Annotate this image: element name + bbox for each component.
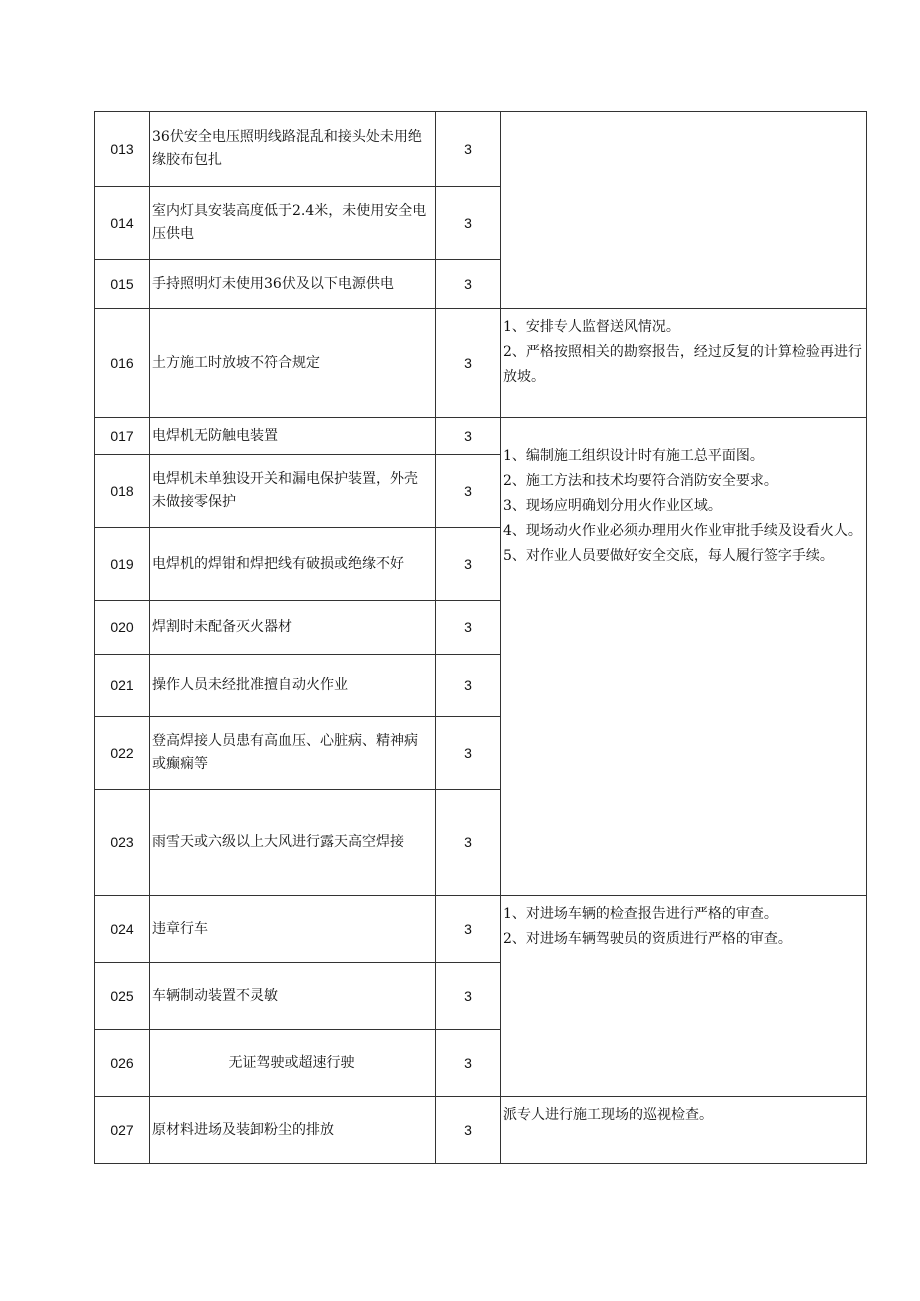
measure-line: 派专人进行施工现场的巡视检查。 bbox=[503, 1107, 713, 1123]
hazard-table bbox=[94, 111, 867, 1164]
row-description: 登高焊接人员患有高血压、心脏病、精神病或癫痫等 bbox=[150, 717, 436, 790]
row-id: 019 bbox=[95, 528, 150, 601]
row-description: 焊割时未配备灭火器材 bbox=[150, 601, 436, 655]
row-id: 020 bbox=[95, 601, 150, 655]
row-score: 3 bbox=[436, 601, 501, 655]
row-score: 3 bbox=[436, 528, 501, 601]
row-description: 电焊机未单独设开关和漏电保护装置，外壳未做接零保护 bbox=[150, 455, 436, 528]
row-id: 024 bbox=[95, 896, 150, 963]
row-score: 3 bbox=[436, 655, 501, 717]
row-id: 021 bbox=[95, 655, 150, 717]
measure-line: 1、对进场车辆的检查报告进行严格的审查。 bbox=[503, 906, 778, 922]
measure-earthwork bbox=[501, 309, 867, 418]
row-score: 3 bbox=[436, 418, 501, 455]
row-description: 电焊机的焊钳和焊把线有破损或绝缘不好 bbox=[150, 528, 436, 601]
row-description: 无证驾驶或超速行驶 bbox=[150, 1030, 436, 1097]
row-description: 手持照明灯未使用36伏及以下电源供电 bbox=[150, 260, 436, 309]
row-score: 3 bbox=[436, 1030, 501, 1097]
measure-line: 2、对进场车辆驾驶员的资质进行严格的审查。 bbox=[503, 931, 792, 947]
measure-dust bbox=[501, 1097, 867, 1164]
row-id: 025 bbox=[95, 963, 150, 1030]
measure-line: 5、对作业人员要做好安全交底，每人履行签字手续。 bbox=[503, 548, 834, 564]
table-row bbox=[95, 309, 867, 418]
row-description: 操作人员未经批准擅自动火作业 bbox=[150, 655, 436, 717]
row-score: 3 bbox=[436, 963, 501, 1030]
measure-line: 4、现场动火作业必须办理用火作业审批手续及设看火人。 bbox=[503, 523, 862, 539]
row-description: 室内灯具安装高度低于2.4米，未使用安全电压供电 bbox=[150, 187, 436, 260]
row-score: 3 bbox=[436, 896, 501, 963]
row-score: 3 bbox=[436, 112, 501, 187]
row-id: 022 bbox=[95, 717, 150, 790]
measure-line: 2、严格按照相关的勘察报告，经过反复的计算检验再进行放坡。 bbox=[503, 344, 862, 385]
measure-vehicles bbox=[501, 896, 867, 1097]
row-description: 雨雪天或六级以上大风进行露天高空焊接 bbox=[150, 790, 436, 896]
measure-line: 2、施工方法和技术均要符合消防安全要求。 bbox=[503, 473, 778, 489]
measure-cell-empty bbox=[501, 112, 867, 309]
row-id: 016 bbox=[95, 309, 150, 418]
row-description: 原材料进场及装卸粉尘的排放 bbox=[150, 1097, 436, 1164]
row-id: 018 bbox=[95, 455, 150, 528]
row-id: 027 bbox=[95, 1097, 150, 1164]
row-id: 023 bbox=[95, 790, 150, 896]
row-score: 3 bbox=[436, 260, 501, 309]
row-score: 3 bbox=[436, 717, 501, 790]
row-score: 3 bbox=[436, 1097, 501, 1164]
row-score: 3 bbox=[436, 455, 501, 528]
row-id: 013 bbox=[95, 112, 150, 187]
row-id: 026 bbox=[95, 1030, 150, 1097]
row-description: 土方施工时放坡不符合规定 bbox=[150, 309, 436, 418]
row-id: 015 bbox=[95, 260, 150, 309]
table-row bbox=[95, 896, 867, 963]
row-id: 017 bbox=[95, 418, 150, 455]
row-description: 违章行车 bbox=[150, 896, 436, 963]
row-description: 车辆制动装置不灵敏 bbox=[150, 963, 436, 1030]
table-row bbox=[95, 1097, 867, 1164]
row-score: 3 bbox=[436, 309, 501, 418]
row-id: 014 bbox=[95, 187, 150, 260]
measure-line: 3、现场应明确划分用火作业区域。 bbox=[503, 498, 722, 514]
table-row bbox=[95, 418, 867, 455]
row-score: 3 bbox=[436, 790, 501, 896]
measure-line: 1、编制施工组织设计时有施工总平面图。 bbox=[503, 448, 764, 464]
table-row bbox=[95, 112, 867, 187]
measure-line: 1、安排专人监督送风情况。 bbox=[503, 319, 680, 335]
row-score: 3 bbox=[436, 187, 501, 260]
row-description: 36伏安全电压照明线路混乱和接头处未用绝缘胶布包扎 bbox=[150, 112, 436, 187]
measure-welding-fire bbox=[501, 418, 867, 896]
row-description: 电焊机无防触电装置 bbox=[150, 418, 436, 455]
